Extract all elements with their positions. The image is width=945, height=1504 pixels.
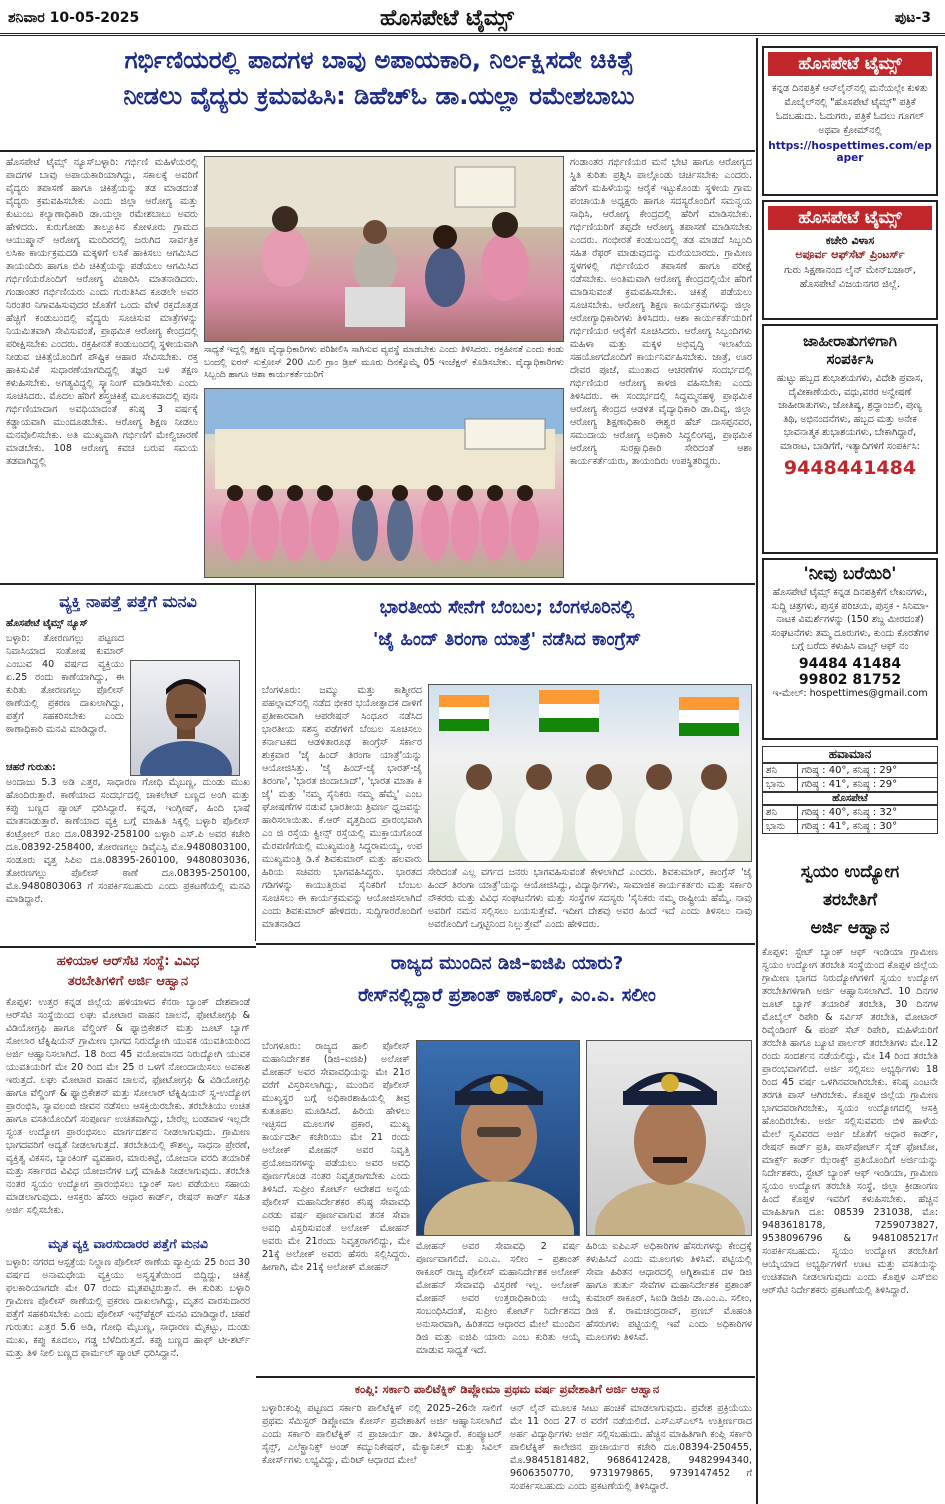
divider bbox=[256, 943, 755, 945]
story5-headline-line1: ಭಾರತೀಯ ಸೇನೆಗೆ ಬೆಂಬಲ; ಬೆಂಗಳೂರಿನಲ್ಲಿ bbox=[379, 597, 635, 618]
police-officer-portrait-image bbox=[417, 1041, 580, 1236]
story1-photo1-caption: ಸಾಧ್ಯತೆ ಇದ್ದಲ್ಲಿ ತಕ್ಷಣ ವೈದ್ಯಾಧಿಕಾರಿಗಳು ಪರಿಶೀಲಿಸಿ ಸಾಗಿಸುವ ವ್ಯವಸ್ಥೆ ಮಾಡಬೇಕು ಎಂದು ತಿಳಿಸಿದರು. ರಕ್ತಹೀನತೆ ಎಂದು ಕಂಡು ಬಂದಲ್ಲಿ ಐರನ್ ಸುಕ್ರೋಸ್ 200 ಮಿಲಿ ಗ್ರಾಂ ಡ್ರಿಪ್ ಮೂರು ದಿನಕ್ಕೊಮ್ಮೆ 05 ಇಂಜೆಕ್ಷನ್ ಕೊಡಿಸಬೇಕು. ವೈದ್ಯಾಧಿಕಾರಿಗಳು ಸಿಬ್ಬಂದಿ ಹಾಗೂ ಆಶಾ ಕಾರ್ಯಕರ್ತೆಯರಿಗೆ bbox=[204, 345, 564, 380]
issue-date: ಶನಿವಾರ 10-05-2025 bbox=[8, 10, 140, 26]
group-photo-image bbox=[205, 389, 564, 578]
weather-temp: ಗರಿಷ್ಠ : 40°, ಕನಿಷ್ಠ : 32° bbox=[798, 806, 938, 820]
person-portrait-image bbox=[131, 661, 240, 776]
write-to-us-title: 'ನೀವು ಬರೆಯಿರಿ' bbox=[803, 564, 897, 584]
police-officer-portrait-image bbox=[587, 1041, 752, 1236]
story6-headline-line1: ರಾಜ್ಯದ ಮುಂದಿನ ಡಿಜಿ–ಐಜಿಪಿ ಯಾರು? bbox=[390, 953, 624, 974]
weather-table bbox=[762, 763, 938, 792]
story1-photo-group bbox=[204, 388, 564, 578]
story5-body-col2: ಸೇರಿದಂತೆ ಎಲ್ಲ ವರ್ಗದ ಜನರು ಭಾಗವಹಿಸುವಂತೆ ಕೇಳಲಾಗಿದೆ ಎಂದರು. ಶಿವಕುಮಾರ್, ಕಾಂಗ್ರೆಸ್ 'ಜೈ ಹಿಂದ್ ತಿರಂಗಾ ಯಾತ್ರೆ'ಯನ್ನು ಆಯೋಜಿಸಿದ್ದು, ವಿದ್ಯಾರ್ಥಿಗಳು, ಸಾಮಾಜಿಕ ಕಾರ್ಯಕರ್ತರು ಮತ್ತು ಸರ್ಕಾರಿ ನೌಕರರು ಮತ್ತು ವಿವಿಧ ಸಂಘಟನೆಗಳು ಮತ್ತು ಸಂಸ್ಥೆಗಳ ಸದಸ್ಯರು 'ಸೈನಿಕರು ನಮ್ಮ ರಾಷ್ಟ್ರೀಯ ಹೆಮ್ಮೆ. ನಾವು ಅವರಿಗೆ ನಮನ ಸಲ್ಲಿಸಲು ಬಯಸುತ್ತೇವೆ. ಇದೀಗ ದೇಶವು ಅವರ ಹಿಂದೆ ಇದೆ ಎಂದು ತಿಳಿಸಲು ನಾವು ಅವರೊಂದಿಗೆ ಒಗ್ಗಟ್ಟಿನಿಂದ ನಿಲ್ಲುತ್ತೇವೆ' ಎಂದು ಹೇಳಿದರು. bbox=[428, 867, 752, 930]
story3-headline-line1: ಹಳಿಯಾಳ ಆರ್‌ಸೆಟಿ ಸಂಸ್ಥೆ: ವಿವಿಧ bbox=[56, 954, 200, 969]
weather-day: ಶನಿ bbox=[763, 806, 798, 820]
ad-title: ಜಾಹೀರಾತುಗಳಿಗಾಗಿ bbox=[803, 332, 897, 350]
story1-headline bbox=[6, 42, 752, 114]
story5-rally-photo bbox=[428, 684, 752, 862]
story6-headline-line2: ರೇಸ್‌ನಲ್ಲಿದ್ದಾರೆ ಪ್ರಶಾಂತ್ ಠಾಕೂರ್, ಎಂ.ಎ. ಸಲೀಂ bbox=[358, 985, 656, 1006]
clinic-scene-image bbox=[205, 157, 564, 342]
story2-headline: ವ್ಯಕ್ತಿ ನಾಪತ್ತೆ ಪತ್ತೆಗೆ ಮನವಿ bbox=[59, 592, 197, 611]
sidebar-story-title3: ಅರ್ಜಿ ಆಹ್ವಾನ bbox=[810, 918, 890, 938]
story3-headline bbox=[6, 952, 250, 992]
story2-features-label: ಚಹರೆ ಗುರುತು: bbox=[6, 762, 56, 773]
weather-row bbox=[763, 806, 938, 820]
sidebar-story-title1: ಸ್ವಯಂ ಉದ್ಯೋಗ bbox=[800, 862, 900, 882]
column-rule bbox=[255, 585, 256, 941]
weather-row bbox=[763, 820, 938, 834]
write-to-us-ad bbox=[762, 558, 938, 740]
epaper-ad bbox=[762, 46, 938, 196]
office-address: ಗುರು ಸಿಕ್ಷಣಾನಂದ ಲೈನ್ ಮೇನ್‌ಬಜಾರ್, ಹೊಸಪೇಟೆ ವಿಜಯನಗರ ಜಿಲ್ಲೆ. bbox=[784, 265, 916, 290]
weather-day: ಭಾನು bbox=[763, 820, 798, 834]
weather-title: ಹವಾಮಾನ bbox=[762, 746, 938, 763]
story1-body-col1: ಹೊಸಪೇಟೆ ಟೈಮ್ಸ್ ನ್ಯೂಸ್‌ಬಳ್ಳಾರಿ: ಗರ್ಭಿಣಿ ಮಹಿಳೆಯರಲ್ಲಿ ಪಾದಗಳ ಬಾವು ಅಪಾಯಕಾರಿಯಾಗಿದ್ದು, ಸಕಾಲಕ್ಕೆ ಅವರಿಗೆ ವೈದ್ಯರು ತಪಾಸಣೆ ಹಾಗೂ ಚಿಕಿತ್ಸೆಯನ್ನು ತಡ ಮಾಡದಂತೆ ವೈದ್ಯರು ಕ್ರಮವಹಿಸಬೇಕು ಎಂದು ಜಿಲ್ಲಾ ಆರೋಗ್ಯ ಮತ್ತು ಕುಟುಂಬ ಕಲ್ಯಾಣಾಧಿಕಾರಿ ಡಾ.ಯಲ್ಲಾ ರಮೇಶಬಾಬು ಅವರು ಹೇಳಿದರು. ಕುರುಗೋಡು ತಾಲ್ಲೂಕಿನ ಕೋಳೂರು ಗ್ರಾಮದ ಆಯುಷ್ಮಾನ್ ಆರೋಗ್ಯ ಮಂದಿರದಲ್ಲಿ ಜರುಗಿದ ಸಾರ್ವತ್ರಿಕ ಲಸಿಕಾ ಕಾರ್ಯಕ್ರಮದಡಿ ಮಕ್ಕಳಿಗೆ ಲಸಿಕೆ ಹಾಕಿಸಲು ಆಗಮಿಸಿದ ತಾಯಂದಿರು ಹಾಗೂ ಬಿಪಿ ಚಿಕಿತ್ಸೆಯನ್ನು ಪಡೆಯಲು ಆಗಮಿಸಿದ ಗರ್ಭಿಣಿಯರೊಂದಿಗೆ ಆರೋಗ್ಯ ವಿಚಾರಿಸಿ ಮಾತನಾಡಿದರು. ಗಂಡಾಂತರ ಗರ್ಭಿಣಿಯರು ಎಂದು ಗುರುತಿಸಿದ ಕೂಡಲೇ ಅವರ ನಿರಂತರ ನಿಗಾವಹಿಸುವುದರ ಜೊತೆಗೆ ಒಂದು ವೇಳೆ ರಕ್ತದೊತ್ತಡ ಹೆಚ್ಚಿಗೆ ಕಂಡುಬಂದಲ್ಲಿ ವೈದ್ಯರು ಸೂಚಿಸುವ ಮಾತ್ರೆಗಳನ್ನು ನಿಯಮಿತವಾಗಿ ಸೇವಿಸುವಂತೆ, ಪ್ರಾಥಮಿಕ ಆರೋಗ್ಯ ಕೇಂದ್ರದಲ್ಲಿ ಪರೀಕ್ಷಿಸಬೇಕು ಎಂದರು. ರಕ್ತಹೀನತೆ ಕಂಡುಬಂದಲ್ಲಿ ಸ್ಥಳೀಯವಾಗಿ ನೀಡುವ ಚಿಕಿತ್ಸೆಯೊಂದಿಗೆ ಪೌಷ್ಟಿಕ ಆಹಾರ ಸೇವಿಸಬೇಕು. ರಕ್ತ ಹಾಕಿಸುವಿಕೆ ಸುಧಾರಣೆಯಾಗದಿದ್ದಲ್ಲಿ ತಜ್ಞರ ಬಳಿ ತಕ್ಷಣ ಕಳುಹಿಸಬೇಕು. ಅಗತ್ಯವಿದ್ದಲ್ಲಿ ಸ್ಕ್ಯಾನಿಂಗ್ ಮಾಡಿಸಬೇಕು ಎಂದು ಸೂಚಿಸಿದರು. ಮೊದಲ ಹೆರಿಗೆ ಶಸ್ತ್ರಚಿಕಿತ್ಸೆ ಮೂಲಕವಾದಲ್ಲಿ ಪುನಃ ಗರ್ಭಿಣಿಯಾದಾಗ ಅವಧಿಯಾದಂತೆ ಕನಿಷ್ಠ 3 ವರ್ಷಕ್ಕೆ ಕಡ್ಡಾಯವಾಗಿ ಮುಂದೂಡಬೇಕು. ಆರೋಗ್ಯ ಶಿಕ್ಷಣ ನೀಡಲು ಮನವೊಲಿಸಬೇಕು. ಅತಿ ಮುಖ್ಯವಾಗಿ ಗರ್ಭಿಣಿಗೆ ಮೇಲ್ವಿಚಾರಣೆ ಮಾಡಬೇಕು. 108 ಆರೋಗ್ಯ ಕವಚ ಬರುವ ಸಮಯ ತಡವಾಗಿದ್ದಲ್ಲಿ bbox=[6, 157, 198, 467]
story5-headline bbox=[262, 592, 752, 656]
epaper-url-link[interactable]: https://hospettimes.com/epaper bbox=[768, 140, 932, 164]
divider bbox=[0, 583, 755, 585]
office-ad-banner: ಹೊಸಪೇಟೆ ಟೈಮ್ಸ್ bbox=[768, 206, 932, 230]
story6-body-col2: ಮೋಹನ್ ಅವರ ಸೇವಾವಧಿ 2 ವರ್ಷ ಪೂರ್ಣವಾಗಲಿದೆ. ಎಂ.ಎ. ಸಲೀಂ – ಪ್ರಶಾಂತ್ ಠಾಕೂರ್ ರಾಜ್ಯ ಪೊಲೀಸ್ ಮಹಾನಿರ್ದೇಶಕ ಅಲೋಕ್ ಮೋಹನ್ ಸೇವಾವಧಿ ವಿಸ್ತರಣೆ ಇಲ್ಲ. ಅಲೋಕ್ ಮೋಹನ್ ಅವರ ಉತ್ತರಾಧಿಕಾರಿಯ ಆಯ್ಕೆ ಸಂಬಂಧಿಸಿದಂತೆ, ಸುಪ್ರೀಂ ಕೋರ್ಟ್ ನಿರ್ದೇಶನದ ಅನುಸಾರವಾಗಿ, ಹಿರಿತನದ ಆಧಾರದ ಮೇಲೆ ಮುಂದಿನ ಡಿಜಿ ಮತ್ತು ಐಜಿಪಿ ಯಾರು ಎಂಬ ಕುರಿತು ಆಯ್ಕೆ ಮಾಡುವ ಸಾಧ್ಯತೆ ಇದೆ. bbox=[416, 1241, 580, 1356]
tiranga-rally-image bbox=[429, 685, 752, 862]
ad-phone: 9448441484 bbox=[783, 457, 917, 479]
story3-headline-line2: ತರಬೇತಿಗಳಿಗೆ ಅರ್ಜಿ ಆಹ್ವಾನ bbox=[67, 974, 189, 989]
page-number: ಪುಟ-3 bbox=[894, 10, 931, 26]
write-phone-1: 94484 41484 bbox=[798, 655, 902, 672]
story5-body-col1: ಬೆಂಗಳೂರು: ಜಮ್ಮು ಮತ್ತು ಕಾಶ್ಮೀರದ ಪಹಲ್ಗಾಮ್‌ನಲ್ಲಿ ನಡೆದ ಭೀಕರ ಭಯೋತ್ಪಾದಕ ದಾಳಿಗೆ ಪ್ರತೀಕಾರವಾಗಿ ಆಪರೇಷನ್ ಸಿಂಧೂರ ನಡೆಸಿದ ಭಾರತೀಯ ಸಶಸ್ತ್ರ ಪಡೆಗಳಿಗೆ ಬೆಂಬಲ ಸೂಚಿಸಲು ಕರ್ನಾಟಕದ ಆಡಳಿತಾರೂಢ ಕಾಂಗ್ರೆಸ್ ಸರ್ಕಾರ ಶುಕ್ರವಾರ 'ಜೈ ಹಿಂದ್ ತಿರಂಗಾ ಯಾತ್ರೆ'ಯನ್ನು ಆಯೋಜಿಸಿತ್ತು. 'ಜೈ ಹಿಂದ್-ಜೈ ಭಾರತ್-ಜೈ ತಿರಂಗಾ', 'ಭಾರತ ಜಿಂದಾಬಾದ್', 'ಭಾರತ ಮಾತಾ ಕಿ ಜೈ' ಮತ್ತು 'ನಮ್ಮ ಸೈನಿಕರು ನಮ್ಮ ಹೆಮ್ಮೆ' ಎಂಬ ಘೋಷಣೆಗಳ ನಡುವೆ ಭಾರತೀಯ ತ್ರಿವರ್ಣ ಧ್ವಜವನ್ನು ಹಾರಿಸಲಾಯಿತು. ಕೆ.ಆರ್ ವೃತ್ತದಿಂದ ಪ್ರಾರಂಭವಾಗಿ ಎಂ ಜಿ ರಸ್ತೆಯ ಕ್ವೀನ್ಸ್ ರಸ್ತೆಯಲ್ಲಿ ಮುಕ್ತಾಯಗೊಂಡ ಮೆರವಣಿಗೆಯಲ್ಲಿ ಮುಖ್ಯಮಂತ್ರಿ ಸಿದ್ದರಾಮಯ್ಯ, ಉಪ ಮುಖ್ಯಮಂತ್ರಿ ಡಿ.ಕೆ ಶಿವಕುಮಾರ್ ಮತ್ತು ಹಲವಾರು ಹಿರಿಯ ಸಚಿವರು ಭಾಗವಹಿಸಿದ್ದರು. ಭಾರತದ ಗಡಿಗಳನ್ನು ಕಾಯುತ್ತಿರುವ ಸೈನಿಕರಿಗೆ ಬೆಂಬಲ ಸೂಚಿಸಲು ಈ ಕಾರ್ಯಕ್ರಮವನ್ನು ಆಯೋಜಿಸಲಾಗಿದೆ ಎಂದು ಶಿವಕುಮಾರ್ ಹೇಳಿದರು. ಸುದ್ದಿಗಾರರೊಂದಿಗೆ ಮಾತನಾಡಿದ bbox=[262, 685, 422, 930]
weather-temp: ಗರಿಷ್ಠ : 40°, ಕನಿಷ್ಠ : 29° bbox=[798, 764, 938, 778]
story1-headline-line1: ಗರ್ಭಿಣಿಯರಲ್ಲಿ ಪಾದಗಳ ಬಾವು ಅಪಾಯಕಾರಿ, ನಿರ್ಲಕ್ಷಿಸದೇ ಚಿಕಿತ್ಸೆ bbox=[124, 46, 634, 74]
story4-headline: ಮೃತ ವ್ಯಕ್ತಿ ವಾರಸುದಾರರ ಪತ್ತೆಗೆ ಮನವಿ bbox=[48, 1236, 208, 1251]
story6-body-col3: ಹಿರಿಯ ಐಪಿಎಸ್ ಅಧಿಕಾರಿಗಳ ಹೆಸರುಗಳನ್ನು ಕೇಂದ್ರಕ್ಕೆ ಕಳುಹಿಸಿದೆ ಎಂದು ಮೂಲಗಳು ತಿಳಿಸಿವೆ. ಪಟ್ಟಿಯಲ್ಲಿ ಸೇವಾ ಹಿರಿತನ ಆಧಾರದಲ್ಲಿ ಅಗ್ನಿಶಾಮಕ ದಳ ಡಿಜಿ ಹಾಗೂ ತುರ್ತು ಸೇವೆಗಳ ಮಹಾನಿರ್ದೇಶಕ ಪ್ರಶಾಂತ್ ಕುಮಾರ್ ಠಾಕೂರ್, ಸಿಐಡಿ ಡಿಜಿಪಿ ಡಾ.ಎಂ.ಎ. ಸಲೀಂ, ಡಿಜಿ ಕೆ. ರಾಮಚಂದ್ರರಾವ್, ಪ್ರಣಬ್ ಮೊಹಂತಿ ಹೆಸರುಗಳು ಪಟ್ಟಿಯಲ್ಲಿ ಇವೆ ಎಂದು ಅಧಿಕಾರಿಗಳ ಮೂಲಗಳು ತಿಳಿಸಿವೆ. bbox=[586, 1241, 752, 1343]
story1-photo-clinic bbox=[204, 156, 564, 342]
weather-temp: ಗರಿಷ್ಠ : 41°, ಕನಿಷ್ಠ : 29° bbox=[798, 778, 938, 792]
story1-headline-line2: ನೀಡಲು ವೈದ್ಯರು ಕ್ರಮವಹಿಸಿ: ಡಿಹೆಚ್‌ಓ ಡಾ.ಯಲ್ಲಾ ರಮೇಶಬಾಬು bbox=[123, 82, 635, 110]
story2-features: ಅಂದಾಜು 5.3 ಅಡಿ ಎತ್ತರ, ಸಾಧಾರಣ ಗೋಧಿ ಮೈಬಣ್ಣ, ದುಂಡು ಮುಖ ಹೊಂದಿರುತ್ತಾರೆ. ಕಾಣೆಯಾದ ಸಂದರ್ಭದಲ್ಲಿ ಚಾಕಲೇಟ್ ಬಣ್ಣದ ಅಂಗಿ ಮತ್ತು ಕಪ್ಪು ಬಣ್ಣದ ಪ್ಯಾಂಟ್ ಧರಿಸಿದ್ದಾರೆ. ಕನ್ನಡ, ಇಂಗ್ಲೀಷ್, ಹಿಂದಿ ಭಾಷೆ ಮಾತನಾಡುತ್ತಾರೆ. ಕಾಣೆಯಾದ ವ್ಯಕ್ತಿ ಬಗ್ಗೆ ಮಾಹಿತಿ ಸಿಕ್ಕಲ್ಲಿ ಬಳ್ಳಾರಿ ಪೊಲೀಸ್ ಕಂಟ್ರೋಲ್ ರೂಂ ದೂ.08392-258100 ಬಳ್ಳಾರಿ ಎಸ್.ಪಿ ಅವರ ಕಚೇರಿ ದೂ.08392-258400, ತೋರಣಗಲ್ಲು ಡಿವೈಎಸ್ಪಿ ಮೊ.9480803100, ಸಂಡೂರು ವೃತ್ತ ಸಿಪಿಐ ದೂ.08395-260100, 9480803036, ತೋರಣಗಲ್ಲು ಪೊಲೀಸ್ ಠಾಣೆ ದೂ.08395-250100, ಮೊ.9480803063 ಗೆ ಸಂಪರ್ಕಿಸಬಹುದು ಎಂದು ಪ್ರಕಟಣೆಯಲ್ಲಿ ಮನವಿ ಮಾಡಿದ್ದಾರೆ. bbox=[6, 777, 250, 905]
ad-subtitle: ಸಂಪರ್ಕಿಸಿ bbox=[826, 350, 874, 368]
masthead bbox=[0, 0, 945, 36]
officer-photo-right bbox=[586, 1040, 752, 1236]
office-address-ad bbox=[762, 200, 938, 320]
story4-body: ಬಳ್ಳಾರಿ: ನಗರದ ಆಸ್ಪತ್ರೆಯ ನಿಲ್ದಾಣ ಪೊಲೀಸ್ ಠಾಣೆಯ ವ್ಯಾಪ್ತಿಯ 25 ರಿಂದ 30 ವರ್ಷದ ಅನಾಮಧೇಯ ವ್ಯಕ್ತಿಯು ಅಸ್ವಸ್ಥತೆಯಿಂದ ಬಿದ್ದಿದ್ದು, ಚಿಕಿತ್ಸೆ ಫಲಕಾರಿಯಾಗದೇ ಮೇ 07 ರಂದು ಮೃತಪಟ್ಟಿರುತ್ತಾನೆ. ಈ ಕುರಿತು ಬಳ್ಳಾರಿ ಗ್ರಾಮೀಣ ಪೊಲೀಸ್ ಠಾಣೆಯಲ್ಲಿ ಪ್ರಕರಣ ದಾಖಲಾಗಿದ್ದು, ಮೃತನ ವಾರಸುದಾರರ ಪತ್ತೆಗೆ ಸಹಕರಿಸಬೇಕು ಎಂದು ಪೊಲೀಸ್ ಇನ್ಸ್‌ಪೆಕ್ಟರ್ ಮನವಿ ಮಾಡಿದ್ದಾರೆ. ಚಹರೆ ಗುರುತು: ಎತ್ತರ 5.6 ಅಡಿ, ಗೋಧಿ ಮೈಬಣ್ಣ, ಸಾಧಾರಣ ಮೈಕಟ್ಟು, ದುಂಡು ಮುಖ, ಕಪ್ಪು ಕೂದಲು, ಗಡ್ಡ ಬೆಳೆದಿರುತ್ತದೆ. ಕಪ್ಪು ಬಣ್ಣದ ಹಾಫ್ ಟೀ-ಶರ್ಟ್ ಮತ್ತು ತಿಳಿ ನೀಲಿ ಬಣ್ಣದ ಫಾರ್ಮಲ್ ಪ್ಯಾಂಟ್ ಧರಿಸಿದ್ದಾನೆ. bbox=[6, 1257, 250, 1359]
weather-row bbox=[763, 764, 938, 778]
epaper-ad-text: ಕನ್ನಡ ದಿನಪತ್ರಿಕೆ ಆನ್‌ಲೈನ್‌ನಲ್ಲಿ ಮನೆಯಲ್ಲೇ ಕುಳಿತು ಮೊಬೈಲ್‌ನಲ್ಲಿ "ಹೊಸಪೇಟೆ ಟೈಮ್ಸ್" ಪತ್ರಿಕೆ ಓದಬಹುದು. ಓದುಗರು, ಪತ್ರಿಕೆ ಓದಲು ಗೂಗಲ್ ಅಥವಾ ಕ್ರೋಮ್‌ನಲ್ಲಿ bbox=[772, 83, 928, 136]
sidebar-story-body: ಕೊಪ್ಪಳ: ಸ್ಟೇಟ್ ಬ್ಯಾಂಕ್ ಆಫ್ ಇಂಡಿಯಾ ಗ್ರಾಮೀಣ ಸ್ವಯಂ ಉದ್ಯೋಗ ತರಬೇತಿ ಸಂಸ್ಥೆಯಿಂದ ಕೊಪ್ಪಳ ಜಿಲ್ಲೆಯ ಗ್ರಾಮೀಣ ಭಾಗದ ನಿರುದ್ಯೋಗಿಗಳಿಗೆ ಸ್ವಯಂ ಉದ್ಯೋಗ ತರಬೇತಿಗಳಿಗಾಗಿ ಅರ್ಜಿ ಆಹ್ವಾನಿಸಲಾಗಿದೆ. 10 ದಿನಗಳ ಜೂಟ್ ಬ್ಯಾಗ್ ತಯಾರಿಕೆ ತರಬೇತಿ, 30 ದಿನಗಳ ಮೊಬೈಲ್ ರಿಪೇರಿ & ಸರ್ವಿಸ್ ತರಬೇತಿ, ಮೋಟಾರ್ ರಿವೈಂಡಿಂಗ್ & ಪಂಪ್ ಸೆಟ್ ರಿಪೇರಿ, ಮಹಿಳೆಯರಿಗೆ ತರಬೇತಿ ಹಾಗೂ ಬ್ಯೂಟಿ ಪಾರ್ಲರ್ ತರಬೇತಿಗಳು ಮೇ.12 ರಂದು ಸಂದರ್ಶನ ನಡೆಯಲಿದ್ದು, ಮೇ 14 ರಿಂದ ತರಬೇತಿ ಪ್ರಾರಂಭವಾಗಲಿದೆ. ಅರ್ಜಿ ಸಲ್ಲಿಸಲು ಅಭ್ಯರ್ಥಿಗಳು 18 ರಿಂದ 45 ವರ್ಷ ಒಳಗಿನವರಾಗಿರಬೇಕು. ಕನಿಷ್ಠ ಎಂಟನೇ ತರಗತಿ ಪಾಸ್ ಆಗಿರಬೇಕು. ಕೊಪ್ಪಳ ಜಿಲ್ಲೆಯ ಗ್ರಾಮೀಣ ಭಾಗದವರಾಗಿರಬೇಕು, ಸ್ವಯಂ ಉದ್ಯೋಗದಲ್ಲಿ ಆಸಕ್ತಿ ಹೊಂದಿರಬೇಕು. ಅರ್ಜಿ ಸಲ್ಲಿಸುವವರು ಬಿಳಿ ಹಾಳೆಯ ಮೇಲೆ ಸ್ವವಿವರದ ಅರ್ಜಿ ಜೊತೆಗೆ ಆಧಾರ ಕಾರ್ಡ್, ರೇಷನ್ ಕಾರ್ಡ್ ಪ್ರತಿ, ಪಾಸ್‌ಪೋರ್ಟ್ ಸೈಜ್ ಫೋಟೋ, ಮಾರ್ಕ್ಸ್ ಕಾರ್ಡ್ ಝೆರಾಕ್ಸ್ ಪ್ರತಿಯೊಂದಿಗೆ ಅರ್ಜಿಯನ್ನು ನಿರ್ದೇಶಕರು, ಸ್ಟೇಟ್ ಬ್ಯಾಂಕ್ ಆಫ್ ಇಂಡಿಯಾ, ಗ್ರಾಮೀಣ ಸ್ವಯಂ ಉದ್ಯೋಗ ತರಬೇತಿ ಸಂಸ್ಥೆ, ಜಿಲ್ಲಾ ಕ್ರೀಡಾಂಗಣ ಹಿಂದೆ ಕೊಪ್ಪಳ ಇವರಿಗೆ ಕಳುಹಿಸಬೇಕು. ಹೆಚ್ಚಿನ ಮಾಹಿತಿಗಾಗಿ ದೂ: 08539 231038, ಮೊ: 9483618178, 7259073827, 9538096796 & 9481085217ಗೆ ಸಂಪರ್ಕಿಸಬಹುದು. ಸ್ವಯಂ ಉದ್ಯೋಗ ತರಬೇತಿಗೆ ಆಯ್ಕೆಯಾದ ಅಭ್ಯರ್ಥಿಗಳಿಗೆ ಊಟ ಮತ್ತು ವಸತಿಯನ್ನು ಉಚಿತವಾಗಿ ನೀಡಲಾಗುವುದು ಎಂದು ಕೊಪ್ಪಳ ಎಸ್‌ಬಿಐ ಆರ್‌ಸೆಟಿ ನಿರ್ದೇಶಕರು ಪ್ರಕಟಣೆಯಲ್ಲಿ ತಿಳಿಸಿದ್ದಾರೆ. bbox=[762, 947, 938, 1296]
weather-temp: ಗರಿಷ್ಠ : 41°, ಕನಿಷ್ಠ : 30° bbox=[798, 820, 938, 834]
weather-day: ಭಾನು bbox=[763, 778, 798, 792]
write-email: ಇ-ಮೇಲ್: hospettimes@gmail.com bbox=[772, 687, 928, 699]
sidebar-rule bbox=[756, 38, 758, 1504]
story5-headline-line2: 'ಜೈ ಹಿಂದ್ ತಿರಂಗಾ ಯಾತ್ರೆ' ನಡೆಸಿದ ಕಾಂಗ್ರೆಸ್ bbox=[372, 629, 642, 650]
weather-place: ಹೊಸಪೇಟೆ bbox=[762, 792, 938, 805]
ad-description: ಹುಟ್ಟು ಹಬ್ಬದ ಶುಭಾಶಯಗಳು, ವಿದೇಶಿ ಪ್ರವಾಸ, ದೈವೀಕಾಣೆಯರು, ವಧು,ವರರ ಅನ್ವೇಷಣೆ ಜಾಹೀರಾತುಗಳು, ಜೋತಿಷ್ಯ, ಶ್ರದ್ಧಾಂಜಲಿ, ಪುಣ್ಯ ತಿಥಿ, ಅಭಿನಂದನೆಗಳು, ಹಬ್ಬದ ಮತ್ತು ಅನೇಕ ಭಾವನಾತ್ಮಕ ಶುಭಾಶಯಗಳು, ಬೇಕಾಗಿದ್ದಾರೆ, ಮಾರಾಟ, ಬಾಡಿಗೆಗೆ, ಇತ್ಯಾದಿಗಳಿಗೆ ಸಂಪರ್ಕಿಸಿ: bbox=[776, 373, 924, 452]
missing-person-photo bbox=[130, 660, 240, 776]
write-to-us-text: ಹೊಸಪೇಟೆ ಟೈಮ್ಸ್ ಕನ್ನಡ ದಿನಪತ್ರಿಕೆಗೆ ಲೇಖನಗಳು, ಸುದ್ದಿ ಚಿತ್ರಗಳು, ಪುಸ್ತಕ ಪರಿಚಯ, ಪುಸ್ತಕ - ಸಿನಿಮಾ-ನಾಟಕ ವಿಮರ್ಶೆಗಳನ್ನು (150 ಶಬ್ದ ಮೀರದಂತೆ) ಸಂಘಟನೆಗಳು ತಮ್ಮ ದೂರುಗಳು, ಕುಂದು ಕೊರತೆಗಳ ಬಗ್ಗೆ ಬರೆದು ಕಳುಹಿಸಿ ವಾಟ್ಸ್ ಆಫ್ ನಂ bbox=[771, 587, 929, 652]
sidebar-story-title2: ತರಬೇತಿಗೆ bbox=[822, 890, 878, 910]
weather-table bbox=[762, 805, 938, 834]
advertise-contact-ad bbox=[762, 324, 938, 554]
story7-headline: ಕಂಪ್ಲಿ: ಸರ್ಕಾರಿ ಪಾಲಿಟೆಕ್ನಿಕ್ ಡಿಪ್ಲೋಮಾ ಪ್ರಥಮ ವರ್ಷ ಪ್ರವೇಶಾತಿಗೆ ಅರ್ಜಿ ಆಹ್ವಾನ bbox=[354, 1382, 660, 1396]
divider bbox=[256, 1376, 755, 1378]
story7-body-col1: ಬಳ್ಳಾರಿ:ಕಂಪ್ಲಿ ಪಟ್ಟಣದ ಸರ್ಕಾರಿ ಪಾಲಿಟೆಕ್ನಿಕ್ ನಲ್ಲಿ 2025–26ನೇ ಸಾಲಿಗೆ ಪ್ರಥಮ ಸೆಮಿಸ್ಟರ್ ಡಿಪ್ಲೋಮಾ ಕೋರ್ಸ್ ಪ್ರವೇಶಾತಿಗೆ ಅರ್ಜಿ ಆಹ್ವಾನಿಸಲಾಗಿದೆ ಎಂದು ಸರ್ಕಾರಿ ಪಾಲಿಟೆಕ್ನಿಕ್ ನ ಪ್ರಾಚಾರ್ಯ ಡಾ. ತಿಳಿಸಿದ್ದಾರೆ. ಕಂಪ್ಯೂಟರ್ ಸೈನ್ಸ್, ಎಲೆಕ್ಟ್ರಾನಿಕ್ಸ್ ಅಂಡ್ ಕಮ್ಯುನಿಕೇಷನ್, ಮೆಕ್ಯಾನಿಕಲ್ ಮತ್ತು ಸಿವಿಲ್ ಕೋರ್ಸ್‌ಗಳು ಲಭ್ಯವಿದ್ದು, ಮೆರಿಟ್ ಆಧಾರದ ಮೇಲೆ bbox=[262, 1403, 502, 1466]
office-label: ಕಚೇರಿ ವಿಳಾಸ bbox=[825, 234, 875, 247]
story6-body-col1: ಬೆಂಗಳೂರು: ರಾಜ್ಯದ ಹಾಲಿ ಪೊಲೀಸ್ ಮಹಾನಿರ್ದೇಶಕ (ಡಿಜಿ–ಐಜಿಪಿ) ಅಲೋಕ್ ಮೋಹನ್ ಅವರ ಸೇವಾವಧಿಯನ್ನು ಮೇ 21ರ ವರೆಗೆ ವಿಸ್ತರಿಸಲಾಗಿದ್ದು, ಮುಂದಿನ ಪೊಲೀಸ್ ಮುಖ್ಯಸ್ಥರ ಬಗ್ಗೆ ಅಧಿಕಾರಶಾಹಿಯಲ್ಲಿ ತೀವ್ರ ಕುತೂಹಲ ಮೂಡಿಸಿದೆ. ಹಿರಿಯ ಹೇಳಲು ಇಚ್ಛಿಸದ ಮೂಲಗಳ ಪ್ರಕಾರ, ಮುಖ್ಯ ಕಾರ್ಯದರ್ಶಿ ಕಚೇರಿಯು ಮೇ 21 ರಂದು ಅಲೋಕ್ ಮೋಹನ್ ಅವರ ನಿವೃತ್ತಿ ಪ್ರಯೋಜನಗಳನ್ನು ಪಡೆಯಲು ಅವರ ಅವಧಿ ಪೂರ್ಣಗೊಂಡ ನಂತರ ನಿವೃತ್ತರಾಗಬೇಕು ಎಂದು ತಿಳಿಸಿದೆ. ಸುಪ್ರೀಂ ಕೋರ್ಟ್ ಆದೇಶದ ಅನ್ವಯ ಪೊಲೀಸ್ ಮಹಾನಿರ್ದೇಶಕರ ಕನಿಷ್ಠ ಸೇವಾವಧಿ ಎರಡು ವರ್ಷ ಪೂರ್ಣವಾಗುವ ತನಕ ಸೇವಾ ಅವಧಿ ವಿಸ್ತರಿಸುವಂತೆ ಅಲೋಕ್ ಮೋಹನ್ ಅವರು ಮೇ 21ರಂದು ನಿವೃತ್ತರಾಗಲಿದ್ದು, ಮೇ 21ಕ್ಕೆ ಅಲೋಕ್ ಅವರು ಹೆಸರು ಸಲ್ಲಿಸಿದ್ದರು. ಹೀಗಾಗಿ, ಮೇ 21ಕ್ಕೆ ಅಲೋಕ್ ಮೋಹನ್ bbox=[262, 1041, 410, 1273]
epaper-ad-banner: ಹೊಸಪೇಟೆ ಟೈಮ್ಸ್ bbox=[768, 52, 932, 76]
story2-byline: ಹೊಸಪೇಟೆ ಟೈಮ್ಸ್ ನ್ಯೂಸ್ bbox=[6, 618, 88, 629]
newspaper-title: ಹೊಸಪೇಟೆ ಟೈಮ್ಸ್ bbox=[380, 5, 514, 31]
divider bbox=[0, 946, 256, 948]
printer-name: ಅಪೂರ್ವ ಆಫ್‌ಸೆಟ್ ಪ್ರಿಂಟರ್ಸ್ bbox=[795, 248, 905, 261]
story6-headline bbox=[262, 948, 752, 1012]
story2-intro: ಬಳ್ಳಾರಿ: ತೋರಣಗಲ್ಲು ಪಟ್ಟಣದ ನಿವಾಸಿಯಾದ ಸಂತೋಷ ಕುಮಾರ್ ಎಂಬುವ 40 ವರ್ಷದ ವ್ಯಕ್ತಿಯು ಏ.25 ರಂದು ಕಾಣೆಯಾಗಿದ್ದು, ಈ ಕುರಿತು ತೋರಣಗಲ್ಲು ಪೊಲೀಸ್ ಠಾಣೆಯಲ್ಲಿ ಪ್ರಕರಣ ದಾಖಲಾಗಿದ್ದು, ಪತ್ತೆಗೆ ಸಹಕರಿಸಬೇಕು ಎಂದು ಠಾಣಾಧಿಕಾರಿ ಮನವಿ ಮಾಡಿದ್ದಾರೆ. bbox=[6, 633, 124, 735]
weather-row bbox=[763, 778, 938, 792]
officer-photo-left bbox=[416, 1040, 580, 1236]
weather-day: ಶನಿ bbox=[763, 764, 798, 778]
story3-body: ಕೊಪ್ಪಳ: ಉತ್ತರ ಕನ್ನಡ ಜಿಲ್ಲೆಯ ಹಳಿಯಾಳದ ಕೆನರಾ ಬ್ಯಾಂಕ್ ದೇಶಪಾಂಡೆ ಆರ್‌ಸೆಟಿ ಸಂಸ್ಥೆಯಿಂದ ಲಘು ಮೋಟಾರ ವಾಹನ ಚಾಲನೆ, ಫೋಟೋಗ್ರಫಿ & ವಿಡಿಯೋಗ್ರಫಿ ಹಾಗೂ ವೆಲ್ಡಿಂಗ್ & ಫ್ಯಾಬ್ರಿಕೇಶನ್ ಮತ್ತು ಜೂಟ್ ಬ್ಯಾಗ್ ಸೋಲಾರ ಟೆಕ್ನಿಷಿಯನ್ ಗ್ರಾಮೀಣ ಭಾಗದ ನಿರುದ್ಯೋಗಿ ಯುವಕ ಯುವತಿಯರಿಂದ ಅರ್ಜಿ ಆಹ್ವಾನಿಸಲಾಗಿದೆ. 18 ರಿಂದ 45 ವಯೋಮಾನದ ನಿರುದ್ಯೋಗಿ ಯುವಕ ಯುವತಿಯರಿಗೆ ಮೇ 20 ರಿಂದ ಮೇ 25 ರ ಒಳಗೆ ನೋಂದಾಯಿಸಲು ಅವಕಾಶ ಇರುತ್ತದೆ. ಲಘು ಮೋಟಾರ ವಾಹನ ಚಾಲನೆ, ಫೋಟೋಗ್ರಫಿ & ವಿಡಿಯೋಗ್ರಫಿ ಹಾಗೂ ವೆಲ್ಡಿಂಗ್ & ಫ್ಯಾಬ್ರಿಕೇಶನ್ ಮತ್ತು ಸೋಲಾರ್ ಟೆಕ್ನಿಷಿಯನ್ ಸ್ವ-ಉದ್ಯೋಗ ಪ್ರಾರಂಭಿಸಿ, ಸ್ವಾವಲಂಬಿ ಜೀವನ ನಡೆಸಲು ಆಸಕ್ತಿಯಿರಬೇಕು. ತರಬೇತಿಯು ಉಚಿತ ಹಾಗೂ ವಸತಿಯೊಂದಿಗೆ ಸಂಪೂರ್ಣ ಉಚಿತವಾಗಿದ್ದು, ಬೇರೆಲ್ಲ ಬಂಡವಾಳ ಇಲ್ಲದೇ ಸ್ವಂತ ಉದ್ಯೋಗ ಪ್ರಾರಂಭಿಸಲು ಮಾರ್ಗದರ್ಶನ ನೀಡಲಾಗುವುದು. ಗ್ರಾಮೀಣ ಭಾಗದವರಿಗೆ ಆದ್ಯತೆ ನೀಡಲಾಗುತ್ತದೆ. ತರಬೇತಿಯಲ್ಲಿ ಕೌಶಲ್ಯ, ಸಾಧನಾ ಪ್ರೇರಣೆ, ವ್ಯಕ್ತಿತ್ವ ವಿಕಸನ, ಬ್ಯಾಂಕಿಂಗ್ ವ್ಯವಹಾರ, ಮಾರುಕಟ್ಟೆ, ಯೋಜನಾ ವರದಿ ತಯಾರಿಕೆ ಮತ್ತು ಸರ್ಕಾರದ ವಿವಿಧ ಯೋಜನೆಗಳ ಬಗ್ಗೆ ಮಾಹಿತಿ ನೀಡಲಾಗುವುದು. ತರಬೇತಿ ನಂತರ ಸ್ವಯಂ ಉದ್ಯೋಗ ಪ್ರಾರಂಭಿಸಲು ಬ್ಯಾಂಕ್ ಸಾಲ ಪಡೆಯಲು ಸಹಾಯ ಮಾಡಲಾಗುವುದು. ಆಸಕ್ತರು ಹೆಸರು ಆಧಾರ ಕಾರ್ಡ್, ರೇಷನ್ ಕಾರ್ಡ್ ಸಹಿತ ಅರ್ಜಿ ಸಲ್ಲಿಸಬೇಕು. bbox=[6, 997, 250, 1216]
weather-box bbox=[762, 746, 938, 834]
story7-body-col2: ಆನ್ ಲೈನ್ ಮೂಲಕ ಸೀಟು ಹಂಚಿಕೆ ಮಾಡಲಾಗುವುದು. ಪ್ರವೇಶ ಪ್ರಕ್ರಿಯೆಯು ಮೇ 11 ರಿಂದ 27 ರ ವರೆಗೆ ನಡೆಯಲಿದೆ. ಎಸ್‌ಎಸ್‌ಎಲ್‌ಸಿ ಉತ್ತೀರ್ಣರಾದ ಅರ್ಹ ವಿದ್ಯಾರ್ಥಿಗಳು ಅರ್ಜಿ ಸಲ್ಲಿಸಬಹುದು. ಹೆಚ್ಚಿನ ಮಾಹಿತಿಗಾಗಿ ಕಂಪ್ಲಿ ಸರ್ಕಾರಿ ಪಾಲಿಟೆಕ್ನಿಕ್ ಕಾಲೇಜಿನ ಪ್ರಾಚಾರ್ಯರ ಕಚೇರಿ ದೂ.08394-250455, ಮೊ.9845181482, 9686412428, 9482994340, 9606350770, 9731979865, 9739147452 ಗೆ ಸಂಪರ್ಕಿಸಬಹುದು ಎಂದು ಪ್ರಕಟಣೆಯಲ್ಲಿ ತಿಳಿಸಿದ್ದಾರೆ. bbox=[510, 1403, 752, 1492]
write-phone-2: 99802 81752 bbox=[798, 671, 902, 688]
story1-body-col3: ಗಂಡಾಂತರ ಗರ್ಭಿಣಿಯರ ಮನೆ ಭೇಟಿ ಹಾಗೂ ಆರೋಗ್ಯದ ಸ್ಥಿತಿ ಕುರಿತು ಪ್ರಶ್ನಿಸಿ ಪಾಲ್ಗೊಂಡು ಚರ್ಚಿಸಬೇಕು ಎಂದರು. ಹೆರಿಗೆ ಮಹಿಳೆಯನ್ನು ಆರೈಕೆ ಇಟ್ಟುಕೊಂಡು ಸ್ಥಳೀಯ ಗ್ರಾಮ ಪಂಚಾಯತಿ ಅಧ್ಯಕ್ಷರು ಹಾಗೂ ಸದಸ್ಯರೊಂದಿಗೆ ಸಮನ್ವಯ ಸಾಧಿಸಿ, ಆರೋಗ್ಯ ಕೇಂದ್ರದಲ್ಲಿ ಹೆರಿಗೆ ಮಾಡಿಸಬೇಕು. ಗರ್ಭಿಣಿಯರಿಗೆ ತಪ್ಪದೇ ಆರೋಗ್ಯ ತಪಾಸಣೆ ಮಾಡಿಸಬೇಕು ಎಂದರು. ಗಂಭೀರತೆ ಕಂಡುಬಂದಲ್ಲಿ ತಡ ಮಾಡದೆ ಸಿಬ್ಬಂದಿ ಸಹಿತ ರೆಫರ್ ಮಾಡುವುದನ್ನು ಮರೆಯಬಾರದು. ಗ್ರಾಮೀಣ ಸ್ಥಳಗಳಲ್ಲಿ ಗರ್ಭಿಣಿಯರ ತಪಾಸಣೆ ಹಾಗೂ ಪರೀಕ್ಷೆ ನಡೆಸಬೇಕು. ಅಂತಿಮವಾಗಿ ಆರೋಗ್ಯ ಕೇಂದ್ರದಲ್ಲಿಯೇ ಹೆರಿಗೆ ಮಾಡಿಸುವಂತೆ ಕ್ರಮವಹಿಸಬೇಕು. ಚಿಕಿತ್ಸೆ ಪಡೆಯಲು ಸೂಚಿಸಬೇಕು. ಆರೋಗ್ಯ ಶಿಕ್ಷಣ ಕಾರ್ಯಕ್ರಮಗಳನ್ನು ಜಿಲ್ಲಾ ಆರೋಗ್ಯಾಧಿಕಾರಿಗಳು ತಿಳಿಸಿದರು. ಆಶಾ ಕಾರ್ಯಕರ್ತೆಯರಿಗೆ ಗರ್ಭಿಣಿಯರ ಆರೈಕೆಗೆ ಸೂಚಿಸಿದರು. ಆರೋಗ್ಯ ಸಿಬ್ಬಂದಿಗಳು ಮಹಿಳಾ ಮತ್ತು ಮಕ್ಕಳ ಅಭಿವೃದ್ಧಿ ಇಲಾಖೆಯ ಸಹಯೋಗದೊಂದಿಗೆ ಕಾರ್ಯನಿರ್ವಹಿಸಬೇಕು. ಜಾತ್ರೆ, ಊರ ದೇವರ ಪೂಜೆ, ಮುಂತಾದ ಆಚರಣೆಗಳ ಸಂದರ್ಭದಲ್ಲಿ ಗರ್ಭಿಣಿಯರ ಆರೋಗ್ಯ ಕಾಳಜಿ ವಹಿಸಬೇಕು ಎಂದು ತಿಳಿಸಿದರು. ಈ ಸಂದರ್ಭದಲ್ಲಿ ಸಿದ್ದಮ್ಮನಹಳ್ಳಿ ಪ್ರಾಥಮಿಕ ಆರೋಗ್ಯ ಕೇಂದ್ರದ ಆಡಳಿತ ವೈದ್ಯಾಧಿಕಾರಿ ಡಾ.ದಿವ್ಯ, ಜಿಲ್ಲಾ ಆರೋಗ್ಯ ಶಿಕ್ಷಣಾಧಿಕಾರಿ ಈಶ್ವರ ಹೆಚ್ ದಾಸಪ್ಪನವರ, ಸಮುದಾಯ ಆರೋಗ್ಯ ಅಧಿಕಾರಿ ಸಿದ್ದಲಿಂಗಪ್ಪ, ಪ್ರಾಥಮಿಕ ಆರೋಗ್ಯ ಸುರಕ್ಷಾಧಿಕಾರಿ ಸೇರಿದಂತೆ ಆಶಾ ಕಾರ್ಯಕರ್ತೆಯರು, ತಾಯಂದಿರು ಉಪಸ್ಥಿತರಿದ್ದರು. bbox=[570, 157, 752, 467]
sidebar-story-headline bbox=[762, 858, 938, 942]
divider bbox=[0, 150, 755, 152]
